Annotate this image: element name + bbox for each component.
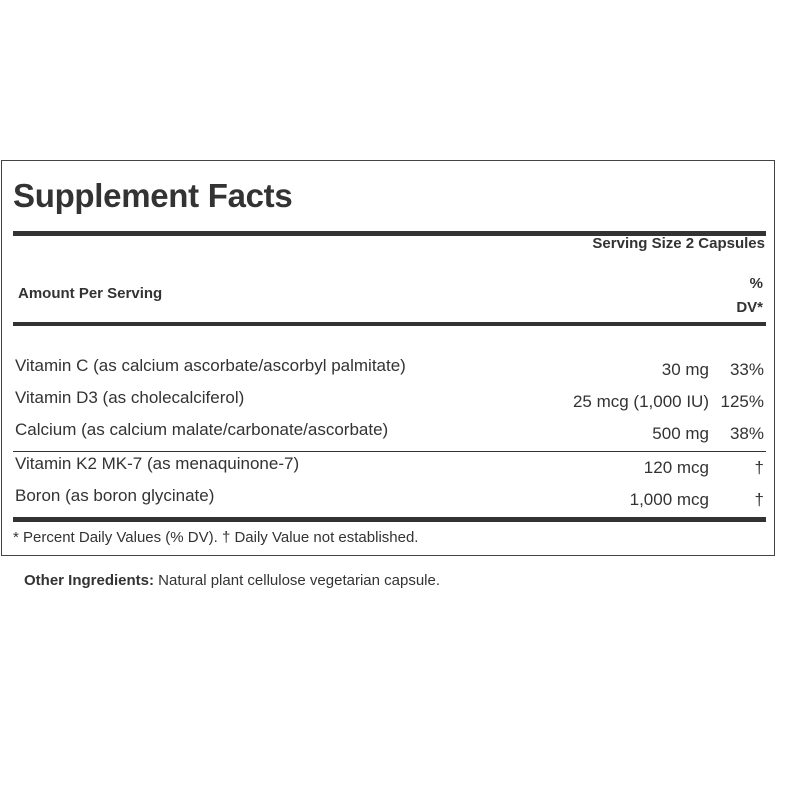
dv-footnote: * Percent Daily Values (% DV). † Daily Value not established. [13,529,419,546]
nutrient-row [15,486,766,512]
panel-title: Supplement Facts [13,177,293,214]
nutrient-dv: † [754,490,764,509]
nutrient-amount: 1,000 mcg [629,490,709,509]
nutrient-name: Vitamin D3 (as cholecalciferol) [15,388,245,407]
nutrient-name: Boron (as boron glycinate) [15,486,215,505]
nutrient-row [15,356,766,382]
nutrient-name: Vitamin C (as calcium ascorbate/ascorbyl palmitate) [15,356,406,375]
nutrient-dv: 125% [720,392,764,411]
nutrient-amount: 25 mcg (1,000 IU) [572,392,709,411]
amount-per-serving-label: Amount Per Serving [18,285,163,302]
nutrient-amount: 30 mg [661,360,709,379]
supplement-facts-panel [1,160,775,556]
dv-column-header [736,272,763,320]
nutrient-row [15,388,766,414]
nutrient-name: Vitamin K2 MK-7 (as menaquinone-7) [15,454,300,473]
header-thick-rule [13,322,766,326]
nutrient-name: Calcium (as calcium malate/carbonate/ascorbate) [15,420,389,439]
nutrient-row [15,454,766,480]
nutrient-amount: 500 mg [652,424,709,443]
other-ingredients-label: Other Ingredients: [24,572,155,589]
other-ingredients-text: Natural plant cellulose vegetarian capsule. [154,572,441,589]
dv-header-dv: DV* [736,299,763,316]
nutrient-dv: † [754,458,764,477]
dv-header-percent: % [749,275,763,292]
nutrient-amount: 120 mcg [643,458,709,477]
other-ingredients [24,572,440,589]
nutrient-row [15,420,766,446]
nutrient-dv: 33% [729,360,764,379]
bottom-thick-rule [13,517,766,522]
serving-size: Serving Size 2 Capsules [592,235,765,252]
nutrient-dv: 38% [729,424,764,443]
section-divider [13,451,766,452]
